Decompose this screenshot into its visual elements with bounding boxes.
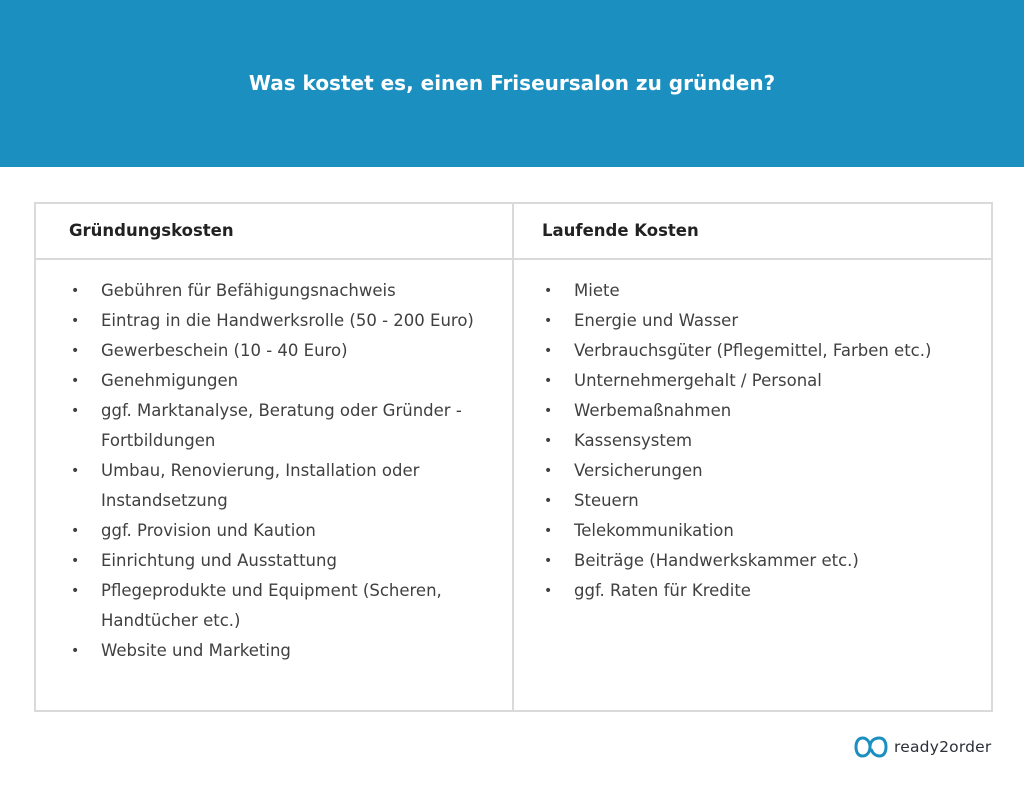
- list-item-text: Steuern: [574, 491, 639, 510]
- column-heading-gruendungskosten: Gründungskosten: [69, 221, 234, 240]
- list-item: [69, 516, 489, 546]
- list-item-text: ggf. Provision und Kaution: [101, 521, 316, 540]
- list-item-text: Verbrauchsgüter (Pflegemittel, Farben etc.): [574, 341, 932, 360]
- list-item-text: Gewerbeschein (10 - 40 Euro): [101, 341, 348, 360]
- column-heading-laufende-kosten: Laufende Kosten: [542, 221, 699, 240]
- bullet-icon: •: [544, 313, 553, 329]
- list-item: [69, 546, 489, 576]
- bullet-icon: •: [71, 403, 80, 419]
- list-item-text: Eintrag in die Handwerksrolle (50 - 200 Euro): [101, 311, 474, 330]
- list-item: [542, 486, 982, 516]
- list-item: [542, 426, 982, 456]
- bullet-icon: •: [71, 523, 80, 539]
- bullet-icon: •: [71, 373, 80, 389]
- list-item: [69, 276, 489, 306]
- list-item-text: Werbemaßnahmen: [574, 401, 732, 420]
- brand-logo: [854, 734, 991, 760]
- list-item-text: Umbau, Renovierung, Installation oder Instandsetzung: [101, 461, 420, 510]
- bullet-icon: •: [544, 463, 553, 479]
- column-divider: [512, 204, 514, 710]
- list-item: [542, 456, 982, 486]
- list-item: [542, 336, 982, 366]
- list-item-text: Miete: [574, 281, 620, 300]
- list-item: [69, 636, 489, 666]
- bullet-icon: •: [71, 313, 80, 329]
- bullet-icon: •: [544, 283, 553, 299]
- bullet-icon: •: [544, 583, 553, 599]
- list-item-text: Pflegeprodukte und Equipment (Scheren, Handtücher etc.): [101, 581, 442, 630]
- list-item: [542, 396, 982, 426]
- bullet-icon: •: [71, 283, 80, 299]
- list-item-text: Gebühren für Befähigungsnachweis: [101, 281, 396, 300]
- bullet-icon: •: [544, 523, 553, 539]
- bullet-icon: •: [71, 553, 80, 569]
- list-item: [69, 456, 489, 516]
- list-item-text: Versicherungen: [574, 461, 703, 480]
- gruendungskosten-list: [69, 276, 489, 666]
- list-item-text: Genehmigungen: [101, 371, 239, 390]
- list-item-text: Kassensystem: [574, 431, 693, 450]
- list-item: [69, 576, 489, 636]
- list-item-text: Energie und Wasser: [574, 311, 739, 330]
- list-item-text: Einrichtung und Ausstattung: [101, 551, 337, 570]
- list-item: [542, 576, 982, 606]
- header-divider: [36, 258, 991, 260]
- list-item: [69, 306, 489, 336]
- list-item-text: Telekommunikation: [574, 521, 734, 540]
- list-item: [69, 396, 489, 456]
- brand-name: ready2order: [894, 738, 992, 756]
- list-item: [69, 336, 489, 366]
- bullet-icon: •: [544, 493, 553, 509]
- bullet-icon: •: [544, 403, 553, 419]
- bullet-icon: •: [71, 343, 80, 359]
- list-item: [542, 516, 982, 546]
- page-title: Was kostet es, einen Friseursalon zu gründen?: [248, 71, 776, 95]
- header-banner: [0, 0, 1024, 167]
- bullet-icon: •: [544, 553, 553, 569]
- list-item: [542, 306, 982, 336]
- list-item-text: Website und Marketing: [101, 641, 291, 660]
- cost-table: [34, 202, 993, 712]
- bullet-icon: •: [71, 583, 80, 599]
- list-item: [542, 546, 982, 576]
- list-item: [542, 366, 982, 396]
- ready2order-logo-icon: [854, 735, 888, 759]
- list-item-text: ggf. Raten für Kredite: [574, 581, 751, 600]
- bullet-icon: •: [71, 643, 80, 659]
- bullet-icon: •: [71, 463, 80, 479]
- list-item-text: Beiträge (Handwerkskammer etc.): [574, 551, 859, 570]
- list-item-text: Unternehmergehalt / Personal: [574, 371, 822, 390]
- list-item: [542, 276, 982, 306]
- bullet-icon: •: [544, 343, 553, 359]
- list-item-text: ggf. Marktanalyse, Beratung oder Gründer - Fortbildungen: [101, 401, 462, 450]
- bullet-icon: •: [544, 433, 553, 449]
- laufende-kosten-list: [542, 276, 982, 606]
- list-item: [69, 366, 489, 396]
- bullet-icon: •: [544, 373, 553, 389]
